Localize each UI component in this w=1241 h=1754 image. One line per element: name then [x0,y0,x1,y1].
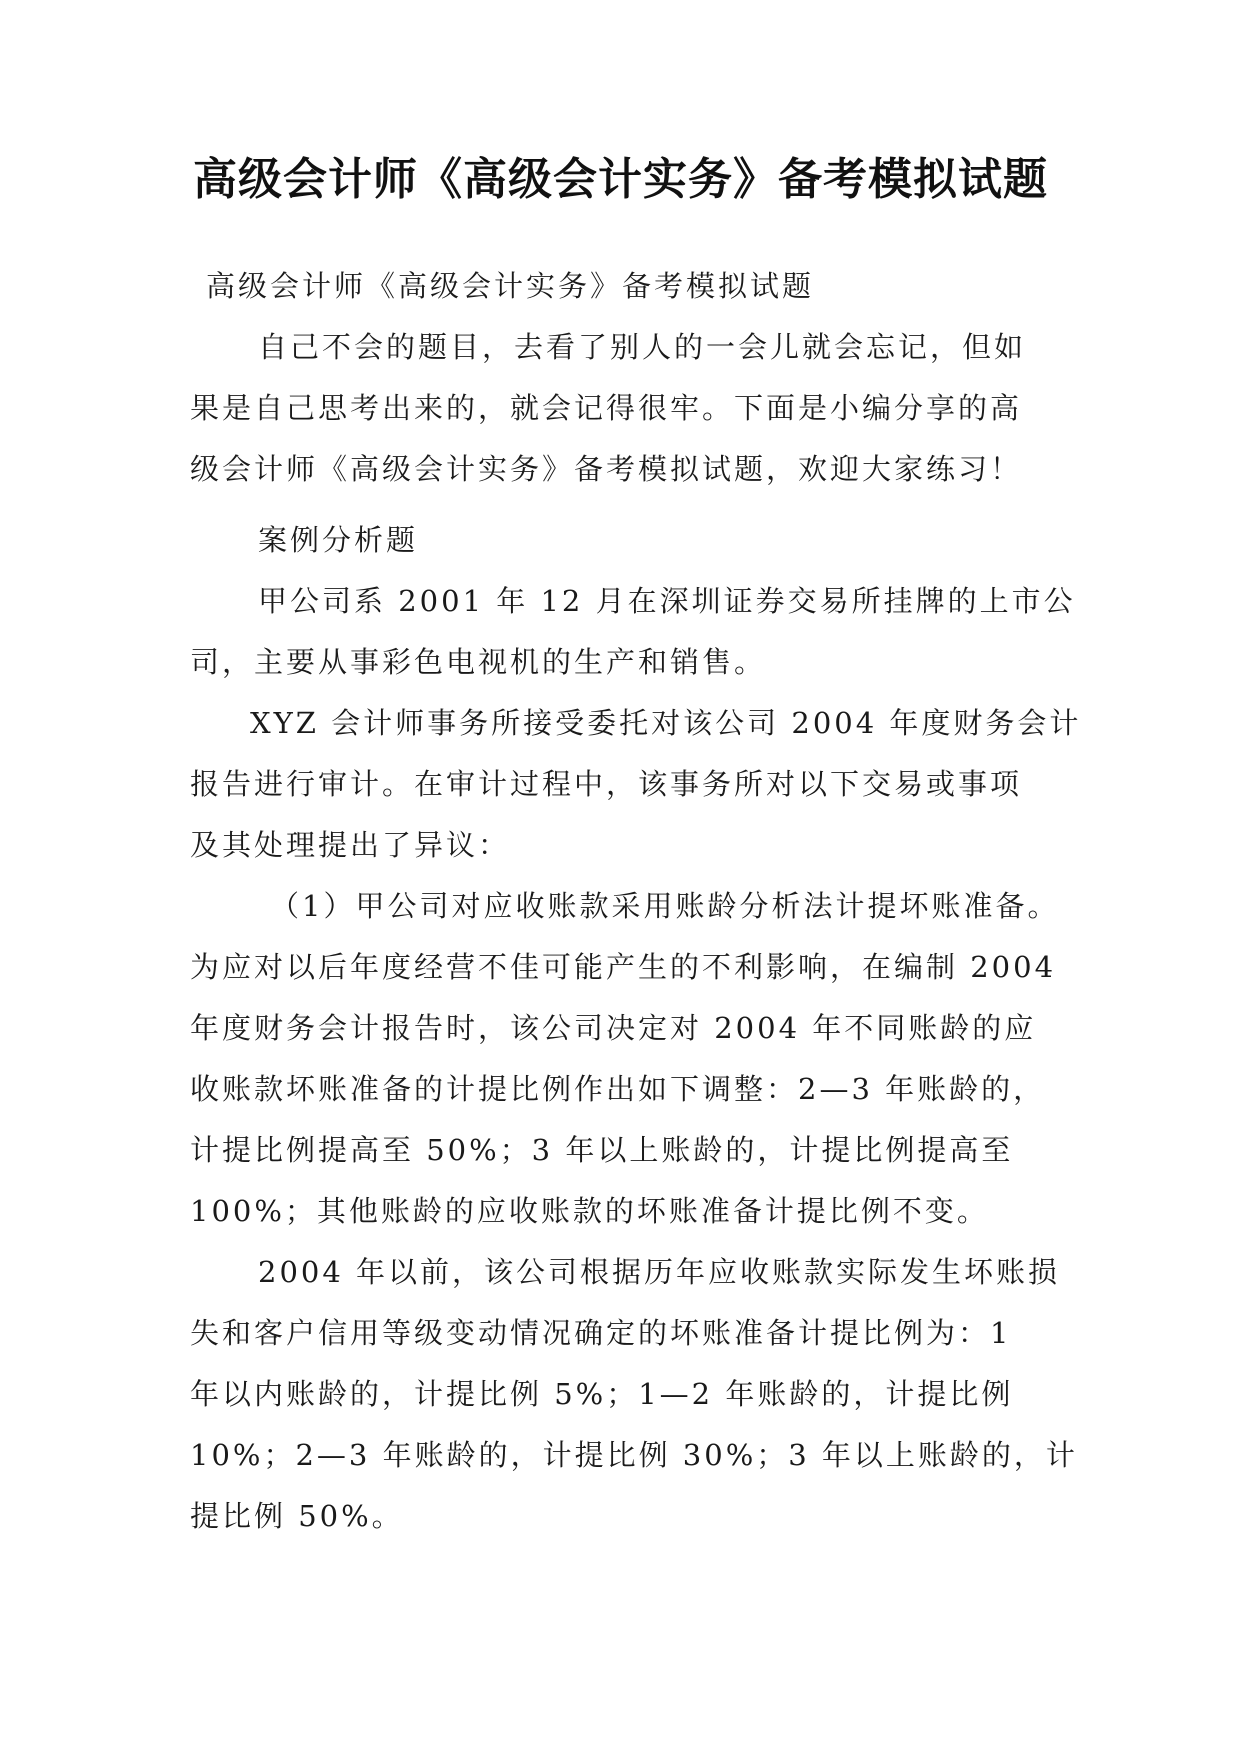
paragraph-line: 及其处理提出了异议： [190,828,511,862]
paragraph-line: 提比例 50%。 [190,1499,404,1533]
paragraph-line: 年度财务会计报告时，该公司决定对 2004 年不同账龄的应 [190,1011,1037,1045]
paragraph-line: 甲公司系 2001 年 12 月在深圳证券交易所挂牌的上市公 [258,584,1076,618]
intro-block [190,256,1060,500]
paragraph-line: 级会计师《高级会计实务》备考模拟试题，欢迎大家练习！ [190,452,1023,486]
paragraph-line: 收账款坏账准备的计提比例作出如下调整：2—3 年账龄的， [190,1072,1046,1106]
paragraph-line: 失和客户信用等级变动情况确定的坏账准备计提比例为：1 [190,1316,1012,1350]
paragraph-line: 果是自己思考出来的，就会记得很牢。下面是小编分享的高 [190,391,1023,425]
paragraph-line: 2004 年以前，该公司根据历年应收账款实际发生坏账损 [258,1255,1061,1289]
paragraph-line: 自己不会的题目，去看了别人的一会儿就会忘记，但如 [258,330,1027,364]
case-block [190,510,1082,1547]
paragraph-line: （1）甲公司对应收账款采用账龄分析法计提坏账准备。 [270,889,1060,923]
paragraph-line: 年以内账龄的，计提比例 5%；1—2 年账龄的，计提比例 [190,1377,1014,1411]
paragraph-line: 报告进行审计。在审计过程中，该事务所对以下交易或事项 [190,767,1023,801]
paragraph-line: 计提比例提高至 50%；3 年以上账龄的，计提比例提高至 [190,1133,1014,1167]
paragraph-line: 为应对以后年度经营不佳可能产生的不利影响，在编制 2004 [190,950,1057,984]
document-title: 高级会计师《高级会计实务》备考模拟试题 [193,154,1048,205]
paragraph-line: 10%；2—3 年账龄的，计提比例 30%；3 年以上账龄的，计 [190,1438,1078,1472]
paragraph-line: 100%；其他账龄的应收账款的坏账准备计提比例不变。 [190,1194,989,1228]
section-heading: 案例分析题 [258,523,419,557]
paragraph-line: XYZ 会计师事务所接受委托对该公司 2004 年度财务会计 [250,706,1082,740]
subtitle-line: 高级会计师《高级会计实务》备考模拟试题 [206,269,815,303]
paragraph-line: 司，主要从事彩色电视机的生产和销售。 [190,645,767,679]
